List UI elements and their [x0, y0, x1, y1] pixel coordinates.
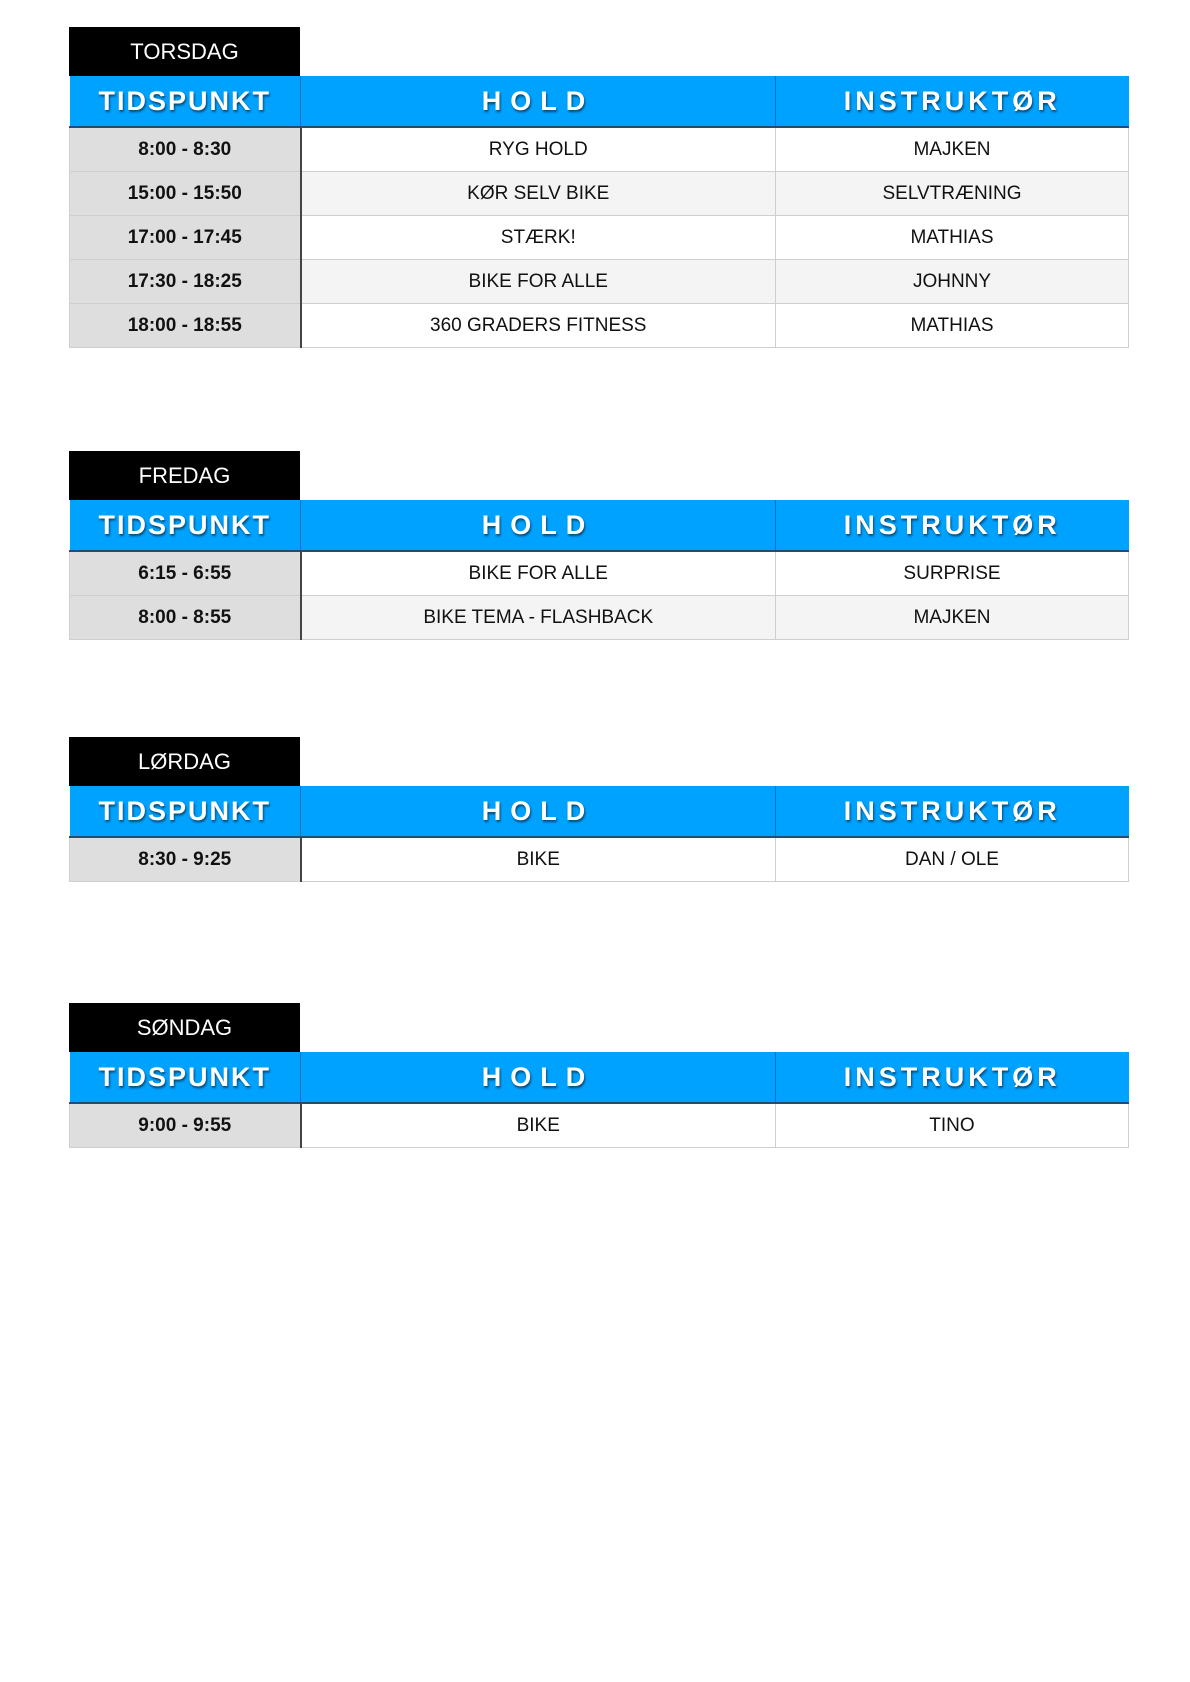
- time-cell: 8:00 - 8:30: [70, 127, 301, 172]
- header-row: [70, 500, 1129, 551]
- column-header-time: TIDSPUNKT: [70, 500, 301, 551]
- table-row: [70, 127, 1129, 172]
- hold-cell: RYG HOLD: [301, 127, 776, 172]
- column-header-hold: HOLD: [301, 1052, 776, 1103]
- day-block-lordag: [69, 737, 1128, 882]
- column-header-hold: HOLD: [301, 786, 776, 837]
- column-header-hold: HOLD: [301, 76, 776, 127]
- table-row: [70, 172, 1129, 216]
- time-cell: 8:00 - 8:55: [70, 596, 301, 640]
- day-label: LØRDAG: [69, 737, 300, 786]
- instructor-cell: SELVTRÆNING: [776, 172, 1129, 216]
- header-row: [70, 786, 1129, 837]
- table-row: [70, 260, 1129, 304]
- instructor-cell: JOHNNY: [776, 260, 1129, 304]
- hold-cell: BIKE FOR ALLE: [301, 551, 776, 596]
- time-cell: 9:00 - 9:55: [70, 1103, 301, 1148]
- table-row: [70, 216, 1129, 260]
- table-row: [70, 1103, 1129, 1148]
- instructor-cell: MAJKEN: [776, 127, 1129, 172]
- instructor-cell: DAN / OLE: [776, 837, 1129, 882]
- column-header-instructor: INSTRUKTØR: [776, 76, 1129, 127]
- table-row: [70, 837, 1129, 882]
- instructor-cell: TINO: [776, 1103, 1129, 1148]
- table-row: [70, 596, 1129, 640]
- time-cell: 17:30 - 18:25: [70, 260, 301, 304]
- hold-cell: BIKE TEMA - FLASHBACK: [301, 596, 776, 640]
- day-block-sondag: [69, 1003, 1128, 1148]
- column-header-time: TIDSPUNKT: [70, 1052, 301, 1103]
- day-label: SØNDAG: [69, 1003, 300, 1052]
- time-cell: 18:00 - 18:55: [70, 304, 301, 348]
- column-header-instructor: INSTRUKTØR: [776, 500, 1129, 551]
- day-label: TORSDAG: [69, 27, 300, 76]
- instructor-cell: MATHIAS: [776, 216, 1129, 260]
- header-row: [70, 1052, 1129, 1103]
- instructor-cell: SURPRISE: [776, 551, 1129, 596]
- column-header-hold: HOLD: [301, 500, 776, 551]
- time-cell: 15:00 - 15:50: [70, 172, 301, 216]
- header-row: [70, 76, 1129, 127]
- hold-cell: BIKE: [301, 837, 776, 882]
- day-label: FREDAG: [69, 451, 300, 500]
- day-block-fredag: [69, 451, 1128, 640]
- column-header-time: TIDSPUNKT: [70, 76, 301, 127]
- column-header-instructor: INSTRUKTØR: [776, 1052, 1129, 1103]
- instructor-cell: MATHIAS: [776, 304, 1129, 348]
- column-header-time: TIDSPUNKT: [70, 786, 301, 837]
- hold-cell: BIKE: [301, 1103, 776, 1148]
- time-cell: 17:00 - 17:45: [70, 216, 301, 260]
- table-row: [70, 304, 1129, 348]
- hold-cell: 360 GRADERS FITNESS: [301, 304, 776, 348]
- schedule-table: [69, 500, 1129, 640]
- day-block-torsdag: [69, 27, 1128, 348]
- hold-cell: STÆRK!: [301, 216, 776, 260]
- instructor-cell: MAJKEN: [776, 596, 1129, 640]
- schedule-table: [69, 786, 1129, 882]
- schedule-table: [69, 1052, 1129, 1148]
- time-cell: 8:30 - 9:25: [70, 837, 301, 882]
- hold-cell: BIKE FOR ALLE: [301, 260, 776, 304]
- hold-cell: KØR SELV BIKE: [301, 172, 776, 216]
- table-row: [70, 551, 1129, 596]
- schedule-table: [69, 76, 1129, 348]
- time-cell: 6:15 - 6:55: [70, 551, 301, 596]
- column-header-instructor: INSTRUKTØR: [776, 786, 1129, 837]
